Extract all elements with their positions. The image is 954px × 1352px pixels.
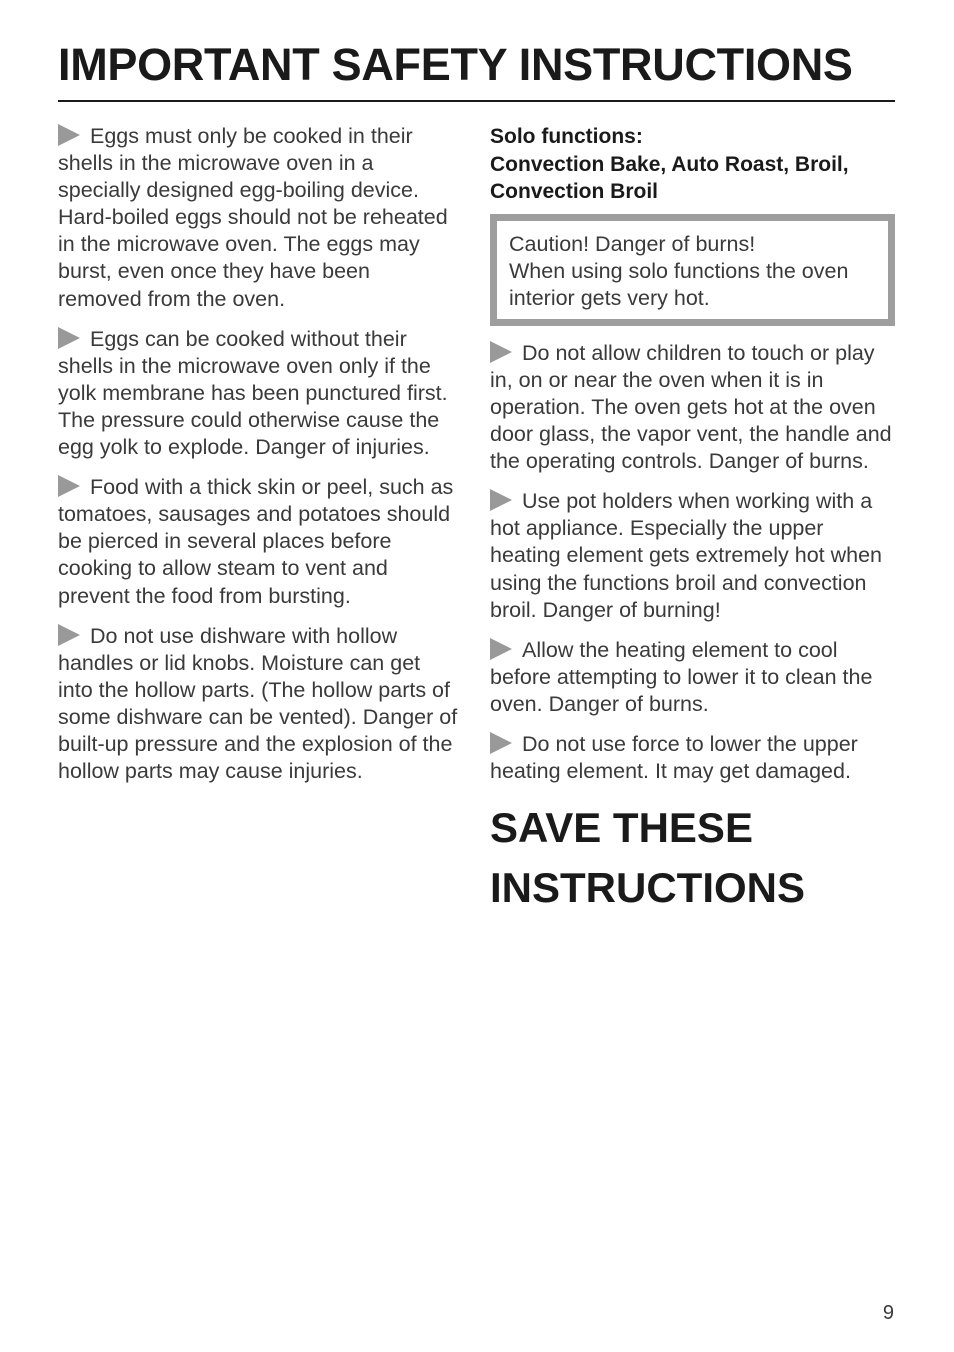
save-instructions-heading: SAVE THESE INSTRUCTIONS bbox=[490, 804, 805, 912]
safety-item: Do not allow children to touch or play in, on or near the oven when it is in operation. The oven gets hot at the oven door glass, the vapor vent, the handle and the operating controls. Danger of burns. bbox=[490, 340, 892, 474]
arrow-bullet-icon bbox=[58, 624, 80, 646]
safety-item: Do not use dishware with hollow handles or lid knobs. Moisture can get into the hollow parts. (The hollow parts of some dishware can be vented). Danger of built-up pressure and the explosion of the hollow parts may cause injuries. bbox=[58, 623, 458, 784]
safety-item: Food with a thick skin or peel, such as tomatoes, sausages and potatoes should be pierced in several places before cooking to allow steam to vent and prevent the food from bursting. bbox=[58, 475, 454, 608]
right-column bbox=[490, 123, 895, 918]
title-divider bbox=[58, 100, 895, 102]
safety-item: Eggs must only be cooked in their shells in the microwave oven in a specially designed egg-boiling device. Hard-boiled eggs should not be reheated in the microwave oven. The eggs may burst, even once they have been removed from the oven. bbox=[58, 124, 448, 311]
safety-item: Eggs can be cooked without their shells in the microwave oven only if the yolk membrane has been punctured first. The pressure could otherwise cause the egg yolk to explode. Danger of injuries. bbox=[58, 326, 448, 460]
arrow-bullet-icon bbox=[490, 341, 512, 363]
caution-text: When using solo functions the oven interior gets very hot. bbox=[509, 258, 849, 310]
caution-title: Caution! Danger of burns! bbox=[509, 231, 756, 256]
solo-functions-heading: Solo functions: Convection Bake, Auto Roast, Broil, Convection Broil bbox=[490, 125, 849, 203]
safety-item: Do not use force to lower the upper heating element. It may get damaged. bbox=[490, 732, 858, 784]
arrow-bullet-icon bbox=[58, 124, 80, 146]
arrow-bullet-icon bbox=[58, 475, 80, 497]
page-number: 9 bbox=[882, 1302, 894, 1324]
arrow-bullet-icon bbox=[490, 638, 512, 660]
arrow-bullet-icon bbox=[490, 489, 512, 511]
caution-box bbox=[490, 214, 895, 326]
left-column bbox=[58, 123, 458, 798]
safety-item: Allow the heating element to cool before attempting to lower it to clean the oven. Danger of burns. bbox=[490, 637, 873, 716]
safety-item: Use pot holders when working with a hot appliance. Especially the upper heating element gets extremely hot when using the functions broil and convection broil. Danger of burning! bbox=[490, 489, 883, 622]
arrow-bullet-icon bbox=[58, 327, 80, 349]
arrow-bullet-icon bbox=[490, 732, 512, 754]
page-title: IMPORTANT SAFETY INSTRUCTIONS bbox=[58, 39, 853, 90]
